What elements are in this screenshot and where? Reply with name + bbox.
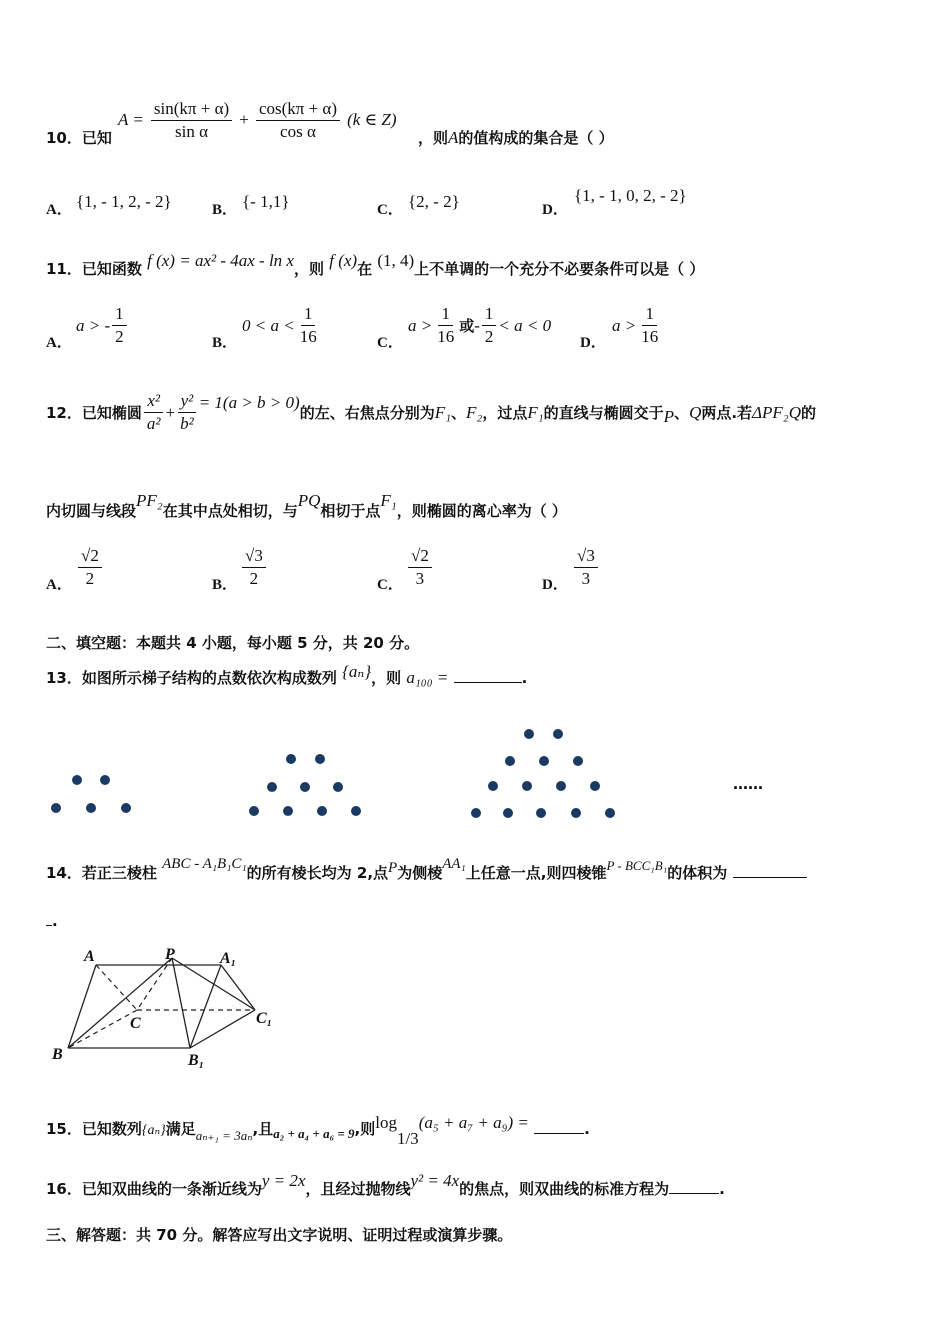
q13-ellipsis: ……: [733, 775, 763, 793]
q12-triangle: ΔPF₂Q: [752, 402, 801, 422]
q12-f1: F₁: [434, 402, 452, 422]
q15-answer-blank[interactable]: [534, 1133, 584, 1134]
q12-option-c-label: C．: [377, 577, 403, 593]
dot-pattern-3: [471, 729, 615, 818]
q11-c-post: < a < 0: [498, 315, 552, 335]
dot-pattern-2: [249, 754, 361, 816]
q11-option-d-label: D．: [580, 335, 606, 351]
q14-answer-blank[interactable]: [733, 877, 807, 878]
q11-c-num: 1: [438, 303, 453, 326]
q12-fx-den: a²: [146, 414, 161, 433]
label-B1: B₁: [188, 1052, 205, 1069]
q12-option-d-label: D．: [542, 577, 568, 593]
q10-option-a-label: A．: [46, 202, 72, 218]
q10-number: 10．: [46, 129, 82, 147]
q10-options: [46, 186, 906, 218]
label-A1: A₁: [220, 950, 237, 967]
q16-number: 16．: [46, 1180, 82, 1198]
q12-stem-c: ，过点: [482, 404, 528, 422]
q15-tail: .: [584, 1120, 590, 1138]
q13-stem-a: 如图所示梯子结构的点数依次构成数列: [81, 669, 337, 687]
q14-stem-e: 的体积为: [667, 864, 728, 882]
q14-tail: [46, 912, 58, 930]
q11-option-b-label: B．: [212, 335, 238, 351]
q14-prism: ABC - A₁B₁C₁: [162, 856, 247, 872]
q12-stem-e: 两点.若: [701, 404, 753, 422]
q16-line: [46, 1171, 725, 1199]
q12-stem-b: 的左、右焦点分别为: [299, 404, 435, 422]
q15-line: [46, 1113, 590, 1148]
label-C1: C₁: [256, 1010, 273, 1027]
q12-d-num: √3: [574, 545, 598, 568]
q14-pyramid: P - BCC₁B₁: [606, 858, 668, 873]
q12-stem-f: 的: [800, 404, 816, 422]
q12-fy-den: b²: [180, 414, 194, 433]
label-C: C: [130, 1015, 141, 1032]
q13-number: 13．: [46, 669, 82, 687]
q12-a-den: 2: [85, 569, 95, 588]
q11-number: 11．: [46, 260, 82, 278]
q10-var: A: [448, 128, 459, 147]
q15-log-base: 1/3: [396, 1129, 419, 1148]
q12-sep1: 、: [451, 404, 467, 422]
q10-formula: [118, 98, 397, 143]
label-B: B: [52, 1046, 63, 1063]
q10-line: [46, 127, 112, 148]
q15-condition: a₂ + a₄ + a₆ = 9: [273, 1126, 355, 1141]
q13-answer-blank[interactable]: [454, 682, 522, 683]
q12-number: 12．: [46, 404, 82, 422]
q12-option-a-label: A．: [46, 577, 72, 593]
q16-tail: .: [719, 1180, 725, 1198]
q12-line2-b: 在其中点处相切，与: [162, 502, 298, 520]
q10-stem: 已知: [81, 129, 112, 147]
q11-b-num: 1: [301, 303, 316, 326]
q15-argument: (a₅ + a₇ + a₉) =: [418, 1113, 529, 1132]
q16-stem-b: ，且经过抛物线: [305, 1180, 411, 1198]
q15-seq: {aₙ}: [141, 1123, 166, 1138]
q11-interval: (1, 4): [377, 251, 415, 270]
dot-pattern-1: [51, 775, 131, 813]
q10-frac2: [256, 98, 340, 143]
q15-recurrence: aₙ₊₁ = 3aₙ: [195, 1128, 253, 1143]
q15-number: 15．: [46, 1120, 82, 1138]
q10-stem-c: 的值构成的集合是（ ）: [458, 129, 614, 147]
label-A: A: [84, 948, 95, 965]
q12-pf2: PF₂: [136, 491, 163, 510]
q12-options: [46, 545, 906, 601]
q11-c-pre: a >: [408, 315, 433, 335]
q12-a-num: √2: [78, 545, 102, 568]
q14-number: 14．: [46, 864, 82, 882]
q13-dot-figure: [0, 720, 950, 830]
q10-tail: [418, 127, 614, 148]
q12-option-d: [574, 545, 598, 590]
q11-d-pre: a >: [612, 315, 637, 335]
q11-a-pre: a > -: [76, 315, 111, 335]
q12-line2: [46, 491, 567, 521]
q11-option-a: [76, 303, 129, 348]
q12-q: Q: [689, 402, 702, 422]
q12-fx-num: x²: [144, 390, 163, 413]
q12-f1c: F₁: [380, 491, 397, 510]
q14-stem-a: 若正三棱柱: [81, 864, 157, 882]
q12-stem-a: 已知椭圆: [81, 404, 142, 422]
q14-p: P: [388, 860, 398, 876]
q11-option-a-label: A．: [46, 335, 72, 351]
q12-b-num: √3: [242, 545, 266, 568]
q11-stem-b: ，则: [293, 260, 324, 278]
q12-sep2: 、: [674, 404, 690, 422]
label-P: P: [165, 946, 175, 963]
q15-stem-c: ,且: [252, 1120, 274, 1138]
q11-stem-a: 已知函数: [81, 260, 142, 278]
q10-option-c: {2, - 2}: [408, 192, 460, 211]
q11-c-den: 16: [437, 327, 455, 346]
q10-option-d: {1, - 1, 0, 2, - 2}: [574, 186, 687, 205]
q10-plus: +: [239, 110, 249, 129]
q11-d-den: 16: [641, 327, 659, 346]
q11-c-or: 或: [459, 319, 475, 335]
q11-b-pre: 0 < a <: [242, 315, 295, 335]
q11-option-d: [612, 303, 663, 348]
q10-option-b-label: B．: [212, 202, 238, 218]
q16-stem-c: 的焦点，则双曲线的标准方程为: [459, 1180, 670, 1198]
q11-c-pre2: -: [474, 315, 480, 335]
q13-stem-b: ，则: [371, 669, 402, 687]
q12-stem-d: 的直线与椭圆交于: [543, 404, 664, 422]
section-solution-title: 三、解答题：共 70 分。解答应写出文字说明、证明过程或演算步骤。: [46, 1226, 513, 1244]
q10-option-a: {1, - 1, 2, - 2}: [76, 192, 172, 211]
q13-stem-c: .: [521, 669, 528, 687]
q12-option-b: [242, 545, 266, 590]
q11-option-c: [408, 303, 551, 348]
q12-plus: +: [165, 402, 176, 422]
q12-b-den: 2: [249, 569, 259, 588]
q11-d-num: 1: [642, 303, 657, 326]
q16-stem-a: 已知双曲线的一条渐近线为: [81, 1180, 262, 1198]
q11-a-den: 2: [115, 327, 124, 346]
q11-line: [46, 251, 705, 279]
q12-c-den: 3: [415, 569, 425, 588]
q11-b-den: 16: [299, 327, 317, 346]
q13-seq: {aₙ}: [342, 662, 372, 681]
q12-fy: [177, 390, 197, 435]
q12-line2-d: ，则椭圆的离心率为（ ）: [396, 502, 567, 520]
q12-line1: [46, 390, 816, 435]
q12-option-a: [78, 545, 102, 590]
q12-d-den: 3: [581, 569, 591, 588]
q14-stem-b: 的所有棱长均为 2,点: [246, 864, 389, 882]
q10-frac1-den: sin α: [175, 122, 209, 141]
q11-option-c-label: C．: [377, 335, 403, 351]
q11-option-b: [242, 303, 322, 348]
q10-cond: (k ∈ Z): [347, 110, 397, 129]
q14-prism-figure: [40, 945, 300, 1075]
q10-frac1: [151, 98, 232, 143]
q14-line: [46, 856, 807, 883]
q16-asymptote: y = 2x: [261, 1171, 306, 1190]
q16-parabola: y² = 4x: [410, 1171, 460, 1190]
q11-a-num: 1: [112, 303, 127, 326]
q10-lhs: A =: [118, 110, 144, 129]
q12-fy-num: y²: [178, 390, 197, 413]
q14-tail-dot: .: [52, 912, 58, 930]
q11-func: f (x) = ax² - 4ax - ln x: [147, 251, 294, 270]
q12-p: P: [663, 406, 675, 426]
q11-stem-d: 上不单调的一个充分不必要条件可以是（ ）: [414, 260, 705, 278]
q12-eq: = 1(a > b > 0): [198, 392, 300, 412]
q10-frac2-num: cos(kπ + α): [256, 98, 340, 121]
q11-fx: f (x): [329, 251, 358, 270]
q14-edge: AA₁: [442, 856, 466, 872]
q14-stem-c: 为侧棱: [397, 864, 443, 882]
q13-term: a₁₀₀ =: [406, 668, 449, 687]
q12-c-num: √2: [408, 545, 432, 568]
q14-stem-d: 上任意一点,则四棱锥: [465, 864, 607, 882]
q10-option-c-label: C．: [377, 202, 403, 218]
q10-option-b: {- 1,1}: [242, 192, 290, 211]
q12-line2-c: 相切于点: [320, 502, 381, 520]
q12-option-c: [408, 545, 432, 590]
q13-line: [46, 662, 528, 688]
q15-stem-a: 已知数列: [81, 1120, 142, 1138]
q11-options: [46, 303, 906, 353]
q15-log: log: [375, 1113, 397, 1132]
section-fill-in-title: 二、填空题：本题共 4 小题，每小题 5 分，共 20 分。: [46, 634, 420, 652]
q15-stem-b: 满足: [165, 1120, 196, 1138]
q12-pq: PQ: [297, 491, 321, 510]
q11-c-num2: 1: [482, 303, 497, 326]
q12-f2: F₂: [466, 402, 483, 422]
q12-line2-a: 内切圆与线段: [46, 502, 137, 520]
q16-answer-blank[interactable]: [669, 1193, 719, 1194]
q10-frac2-den: cos α: [280, 122, 316, 141]
q10-frac1-num: sin(kπ + α): [151, 98, 232, 121]
q12-option-b-label: B．: [212, 577, 238, 593]
q11-stem-c: 在: [357, 260, 373, 278]
q15-stem-d: ,则: [354, 1120, 376, 1138]
q10-stem-b: ，则: [418, 129, 449, 147]
q12-fx: [144, 390, 164, 435]
q11-c-den2: 2: [484, 327, 494, 346]
q12-f1b: F₁: [527, 402, 544, 422]
q10-option-d-label: D．: [542, 202, 568, 218]
